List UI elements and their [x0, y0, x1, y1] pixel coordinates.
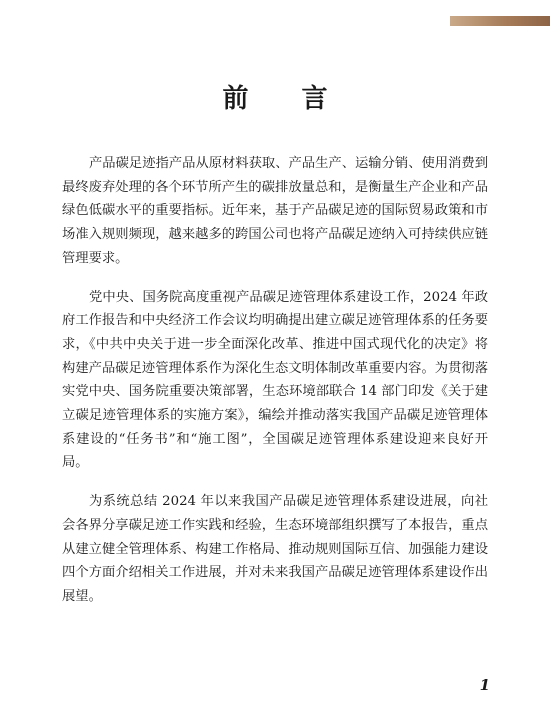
- page-title: 前 言: [222, 84, 350, 114]
- body-text: [62, 152, 488, 624]
- paragraph-1: 产品碳足迹指产品从原材料获取、产品生产、运输分销、使用消费到最终废弃处理的各个环节所产生的碳排放量总和，是衡量生产企业和产品绿色低碳水平的重要指标。近年来，基于产品碳足迹的国际贸易政策和市场准入规则频现，越来越多的跨国公司也将产品碳足迹纳入可持续供应链管理要求。: [62, 156, 488, 266]
- paragraph-3: 为系统总结 2024 年以来我国产品碳足迹管理体系建设进展，向社会各界分享碳足迹工作实践和经验，生态环境部组织撰写了本报告，重点从建立健全管理体系、构建工作格局、推动规则国际互信、加强能力建设四个方面介绍相关工作进展，并对未来我国产品碳足迹管理体系建设作出展望。: [62, 494, 488, 604]
- page-number: 1: [479, 676, 490, 694]
- paragraph-2: 党中央、国务院高度重视产品碳足迹管理体系建设工作，2024 年政府工作报告和中央经济工作会议均明确提出建立碳足迹管理体系的任务要求，《中共中央关于进一步全面深化改革、推进中国式现代化的决定》将构建产品碳足迹管理体系作为深化生态文明体制改革重要内容。为贯彻落实党中央、国务院重要决策部署，生态环境部联合 14 部门印发《关于建立碳足迹管理体系的实施方案》，编绘并推动落实我国产品碳足迹管理体系建设的“任务书”和“施工图”，全国碳足迹管理体系建设迎来良好开局。: [62, 289, 488, 471]
- header-accent-bar: [450, 16, 550, 26]
